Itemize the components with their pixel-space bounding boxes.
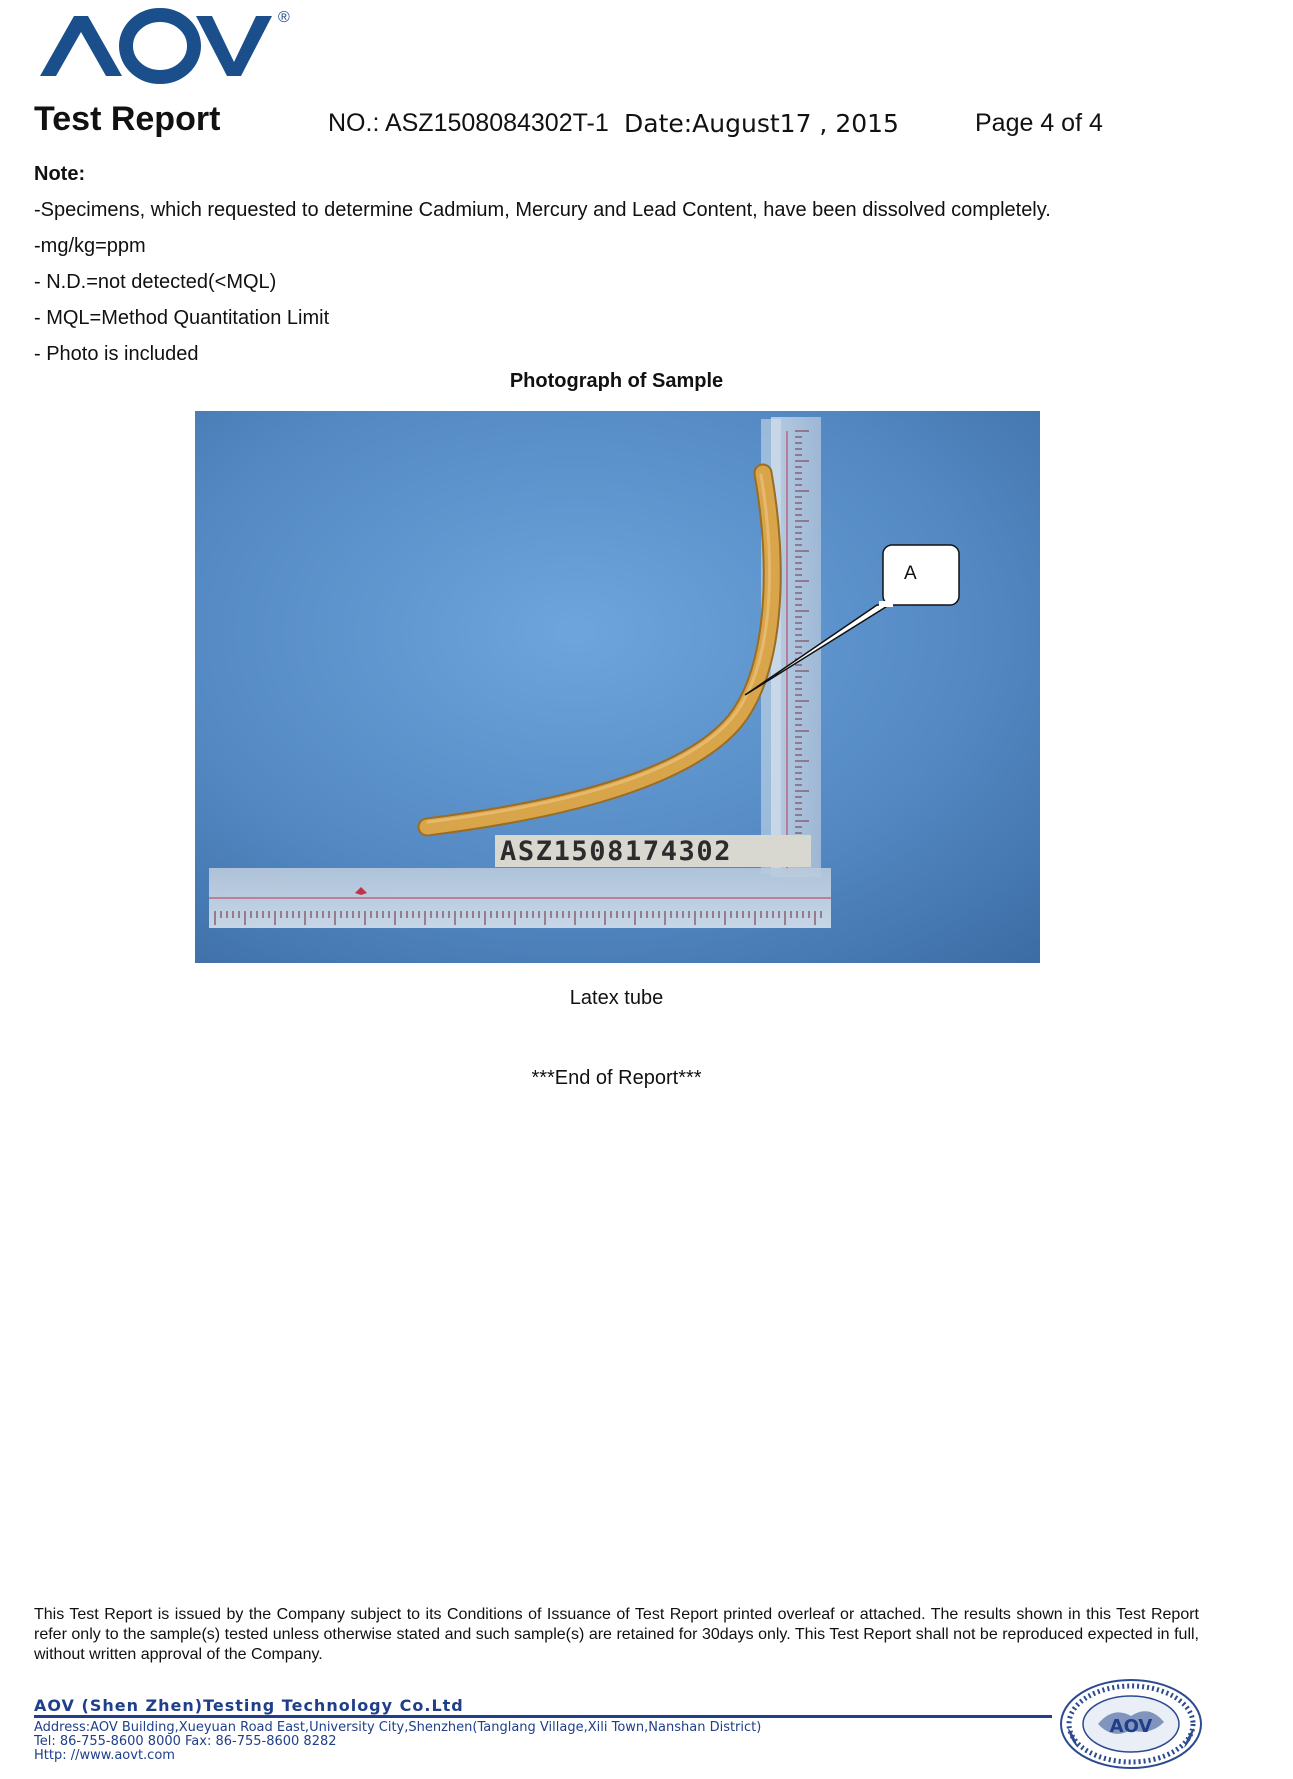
page-number: Page 4 of 4 bbox=[975, 109, 1103, 137]
report-date: Date:August17 , 2015 bbox=[624, 109, 899, 138]
tel-fax: Tel: 86-755-8600 8000 Fax: 86-755-8600 8282 bbox=[34, 1734, 337, 1749]
note-item: - N.D.=not detected(<MQL) bbox=[34, 271, 277, 293]
horizontal-ruler bbox=[209, 868, 831, 928]
note-list bbox=[34, 198, 1051, 378]
sample-photograph bbox=[195, 411, 1040, 963]
photo-title: Photograph of Sample bbox=[509, 370, 724, 392]
report-title: Test Report bbox=[34, 100, 221, 138]
note-item: -mg/kg=ppm bbox=[34, 235, 146, 257]
report-header bbox=[34, 100, 1134, 144]
address: Address:AOV Building,Xueyuan Road East,University City,Shenzhen(Tanglang Village,Xili Town,Nanshan District) bbox=[34, 1720, 762, 1735]
aov-logo bbox=[36, 4, 296, 84]
sample-code: ASZ1508174302 bbox=[500, 836, 733, 867]
website: Http: //www.aovt.com bbox=[34, 1748, 175, 1763]
note-title: Note: bbox=[34, 163, 86, 185]
certification-seal bbox=[1058, 1678, 1204, 1773]
company-name: AOV (Shen Zhen)Testing Technology Co.Ltd bbox=[34, 1696, 464, 1715]
seal-text: AOV bbox=[1109, 1716, 1153, 1737]
disclaimer: This Test Report is issued by the Company subject to its Conditions of Issuance of Test Report printed overleaf or attached. The results shown in this Test Report refer only to the sample(s) tested unless otherwise stated and such sample(s) are retained for 30days only. This Test Report shall not be reproduced expected in full, without written approval of the Company. bbox=[34, 1606, 1199, 1663]
note-item: - MQL=Method Quantitation Limit bbox=[34, 307, 330, 329]
callout-label: A bbox=[904, 563, 917, 584]
registered-mark: ® bbox=[278, 9, 290, 26]
footer-rule bbox=[34, 1715, 1052, 1718]
note-item: -Specimens, which requested to determine Cadmium, Mercury and Lead Content, have been dissolved completely. bbox=[34, 199, 1051, 221]
end-of-report: ***End of Report*** bbox=[531, 1067, 702, 1089]
sample-code-stamp bbox=[495, 835, 811, 867]
report-number: NO.: ASZ1508084302T-1 bbox=[328, 109, 609, 137]
note-item: - Photo is included bbox=[34, 343, 199, 365]
contact-info bbox=[34, 1721, 761, 1763]
photo-caption: Latex tube bbox=[569, 987, 664, 1009]
